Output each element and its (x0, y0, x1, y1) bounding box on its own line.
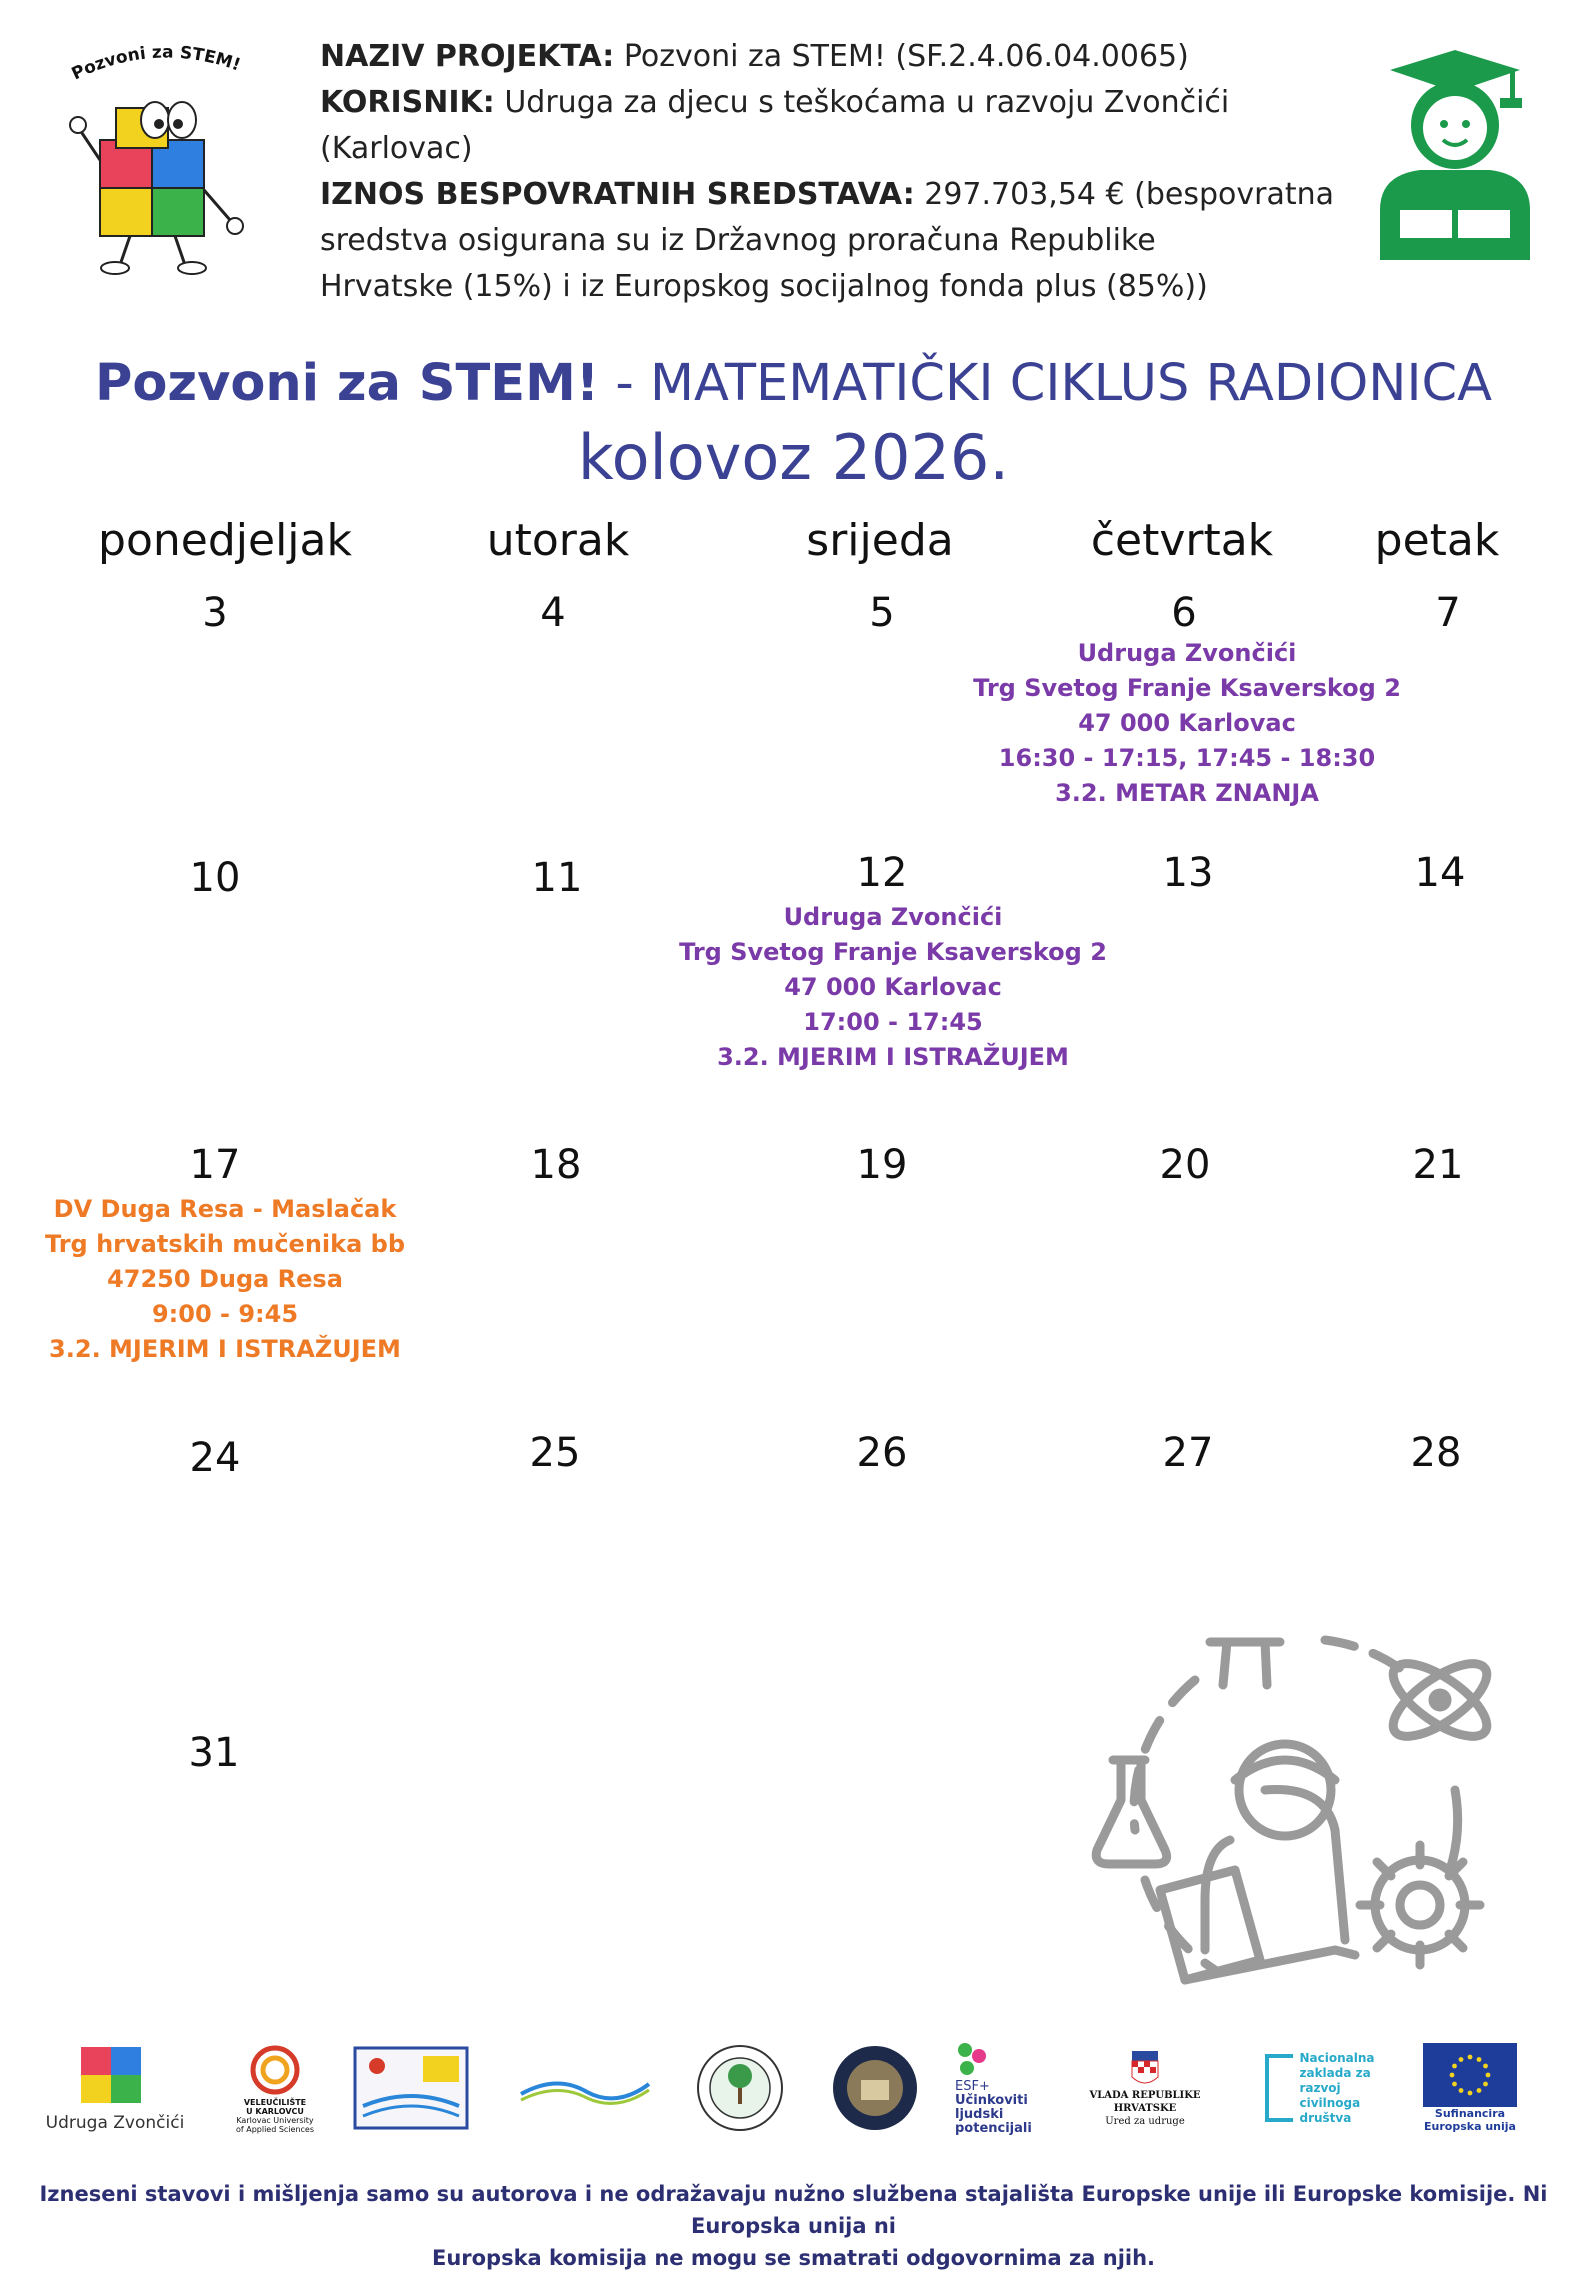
svg-text:Pozvoni za STEM!: Pozvoni za STEM! (68, 42, 243, 85)
veleuciliste-line4: of Applied Sciences (235, 2124, 315, 2134)
esf-line1: ESF+ (955, 2079, 990, 2094)
page-title (0, 352, 1587, 416)
vlada-line1: VLADA REPUBLIKE HRVATSKE (1089, 2089, 1201, 2114)
event-city: 47 000 Karlovac (1078, 709, 1296, 737)
esf-flower-icon (955, 2040, 989, 2080)
day-number: 14 (1414, 850, 1466, 896)
event-venue: Udruga Zvončići (1077, 639, 1297, 667)
vlada-logo (1065, 2038, 1225, 2138)
round-seal-icon (694, 2042, 786, 2134)
day-number: 25 (529, 1430, 581, 1476)
day-number: 17 (189, 1142, 241, 1188)
day-number: 21 (1412, 1142, 1464, 1188)
event-topic: 3.2. MJERIM I ISTRAŽUJEM (717, 1043, 1069, 1071)
eu-logo (1415, 2038, 1525, 2138)
zaklada-line2: zaklada za (1299, 2065, 1371, 2080)
day-name-thursday: četvrtak (1090, 515, 1274, 566)
day-number: 13 (1162, 850, 1214, 896)
event-venue: Udruga Zvončići (783, 903, 1003, 931)
amount-label: IZNOS BESPOVRATNIH SREDSTAVA: (320, 177, 915, 212)
project-name-value: Pozvoni za STEM! (SF.2.4.06.04.0065) (623, 39, 1189, 74)
esf-logo (955, 2038, 1035, 2138)
zaklada-line1: Nacionalna (1299, 2050, 1375, 2065)
esf-line2: Učinkoviti (955, 2093, 1028, 2108)
eu-disclaimer (0, 2178, 1587, 2274)
amount-value-line2: sredstva osigurana su iz Državnog proračuna Republike (320, 223, 1156, 258)
day-number: 11 (531, 855, 583, 901)
kindergarten-lavinija-logo (690, 2038, 790, 2138)
event-aug-12 (679, 900, 1107, 1075)
month-title: kolovoz 2026. (577, 421, 1010, 494)
day-number: 31 (188, 1730, 240, 1776)
event-address: Trg Svetog Franje Ksaverskog 2 (679, 938, 1107, 966)
amount-value-line3: Hrvatske (15%) i iz Europskog socijalnog fonda plus (85%)) (320, 269, 1208, 304)
zaklada-line4: civilnoga (1299, 2095, 1361, 2110)
day-number: 24 (189, 1435, 241, 1481)
event-topic: 3.2. MJERIM I ISTRAŽUJEM (49, 1335, 401, 1363)
day-name-tuesday: utorak (486, 515, 630, 566)
day-number: 26 (856, 1430, 908, 1476)
event-aug-6 (973, 636, 1401, 811)
day-number: 27 (1162, 1430, 1214, 1476)
user-value-continued: (Karlovac) (320, 131, 473, 166)
project-info (320, 34, 1340, 310)
zvoncici-logo (40, 2038, 190, 2138)
amount-row (320, 172, 1340, 218)
day-number: 19 (856, 1142, 908, 1188)
day-name-monday: ponedjeljak (98, 515, 352, 566)
event-venue: DV Duga Resa - Maslačak (53, 1195, 397, 1223)
day-name-wednesday: srijeda (806, 515, 954, 566)
eu-line2: Europska unija (1424, 2120, 1516, 2133)
bracket-icon (1265, 2054, 1293, 2122)
event-time: 17:00 - 17:45 (803, 1008, 983, 1036)
title-project-name: Pozvoni za STEM! (94, 354, 600, 413)
user-row (320, 80, 1340, 126)
veleuciliste-logo (225, 2038, 325, 2138)
stem-science-illustration (1085, 1620, 1505, 2020)
round-badge-icon (829, 2042, 921, 2134)
event-city: 47 000 Karlovac (784, 973, 1002, 1001)
eu-flag-icon (1423, 2043, 1517, 2107)
day-number: 12 (856, 850, 908, 896)
esf-line3: ljudski (955, 2107, 1004, 2122)
user-value: Udruga za djecu s teškoćama u razvoju Zvončići (504, 85, 1230, 120)
title-rest: - MATEMATIČKI CIKLUS RADIONICA (599, 354, 1492, 413)
nacionalna-zaklada-logo (1255, 2038, 1385, 2138)
day-number: 28 (1410, 1430, 1462, 1476)
slunj-school-logo (352, 2038, 470, 2138)
zaklada-line3: razvoj (1299, 2080, 1341, 2095)
day-number: 10 (189, 855, 241, 901)
day-number: 5 (869, 590, 895, 636)
day-number: 4 (540, 590, 566, 636)
project-name-row (320, 34, 1340, 80)
day-number: 3 (202, 590, 228, 636)
partner-wave-logo (515, 2038, 655, 2138)
event-address: Trg hrvatskih mučenika bb (44, 1230, 406, 1258)
pozvoni-za-stem-logo (60, 40, 270, 280)
student-reading-icon (1370, 50, 1540, 260)
esf-line4: potencijali (955, 2121, 1032, 2136)
school-logo-icon (353, 2046, 469, 2130)
veleuciliste-line2: U KARLOVCU (246, 2106, 304, 2116)
event-topic: 3.2. METAR ZNANJA (1055, 779, 1319, 807)
veleuciliste-emblem-icon (245, 2043, 305, 2098)
grad-school-logo (825, 2038, 925, 2138)
amount-value: 297.703,54 € (bespovratna (924, 177, 1335, 212)
day-name-friday: petak (1374, 515, 1500, 566)
project-name-label: NAZIV PROJEKTA: (320, 39, 615, 74)
event-address: Trg Svetog Franje Ksaverskog 2 (973, 674, 1401, 702)
day-number: 18 (530, 1142, 582, 1188)
disclaimer-line1: Izneseni stavovi i mišljenja samo su autorova i ne odražavaju nužno službena stajališta Europske unije ili Europske komisije. Ni Europska unija ni (39, 2182, 1548, 2238)
event-aug-17 (45, 1192, 405, 1367)
day-number: 7 (1435, 590, 1461, 636)
event-time: 9:00 - 9:45 (151, 1300, 299, 1328)
eu-line1: Sufinancira (1434, 2107, 1506, 2120)
disclaimer-line2: Europska komisija ne mogu se smatrati odgovornima za njih. (431, 2246, 1156, 2270)
event-city: 47250 Duga Resa (107, 1265, 343, 1293)
event-time: 16:30 - 17:15, 17:45 - 18:30 (998, 744, 1376, 772)
wave-logo-icon (517, 2068, 653, 2108)
vlada-line2: Ured za udruge (1105, 2115, 1185, 2127)
zaklada-line5: društva (1299, 2110, 1352, 2125)
day-number: 20 (1159, 1142, 1211, 1188)
day-number: 6 (1171, 590, 1197, 636)
zvoncici-logo-text: Udruga Zvončići (45, 2113, 185, 2133)
puzzle-logo-icon (75, 2043, 155, 2113)
user-label: KORISNIK: (320, 85, 495, 120)
veleuciliste-line3: Karlovac University (236, 2115, 314, 2125)
croatia-coat-of-arms-icon (1130, 2049, 1160, 2089)
veleuciliste-line1: VELEUČILIŠTE (243, 2097, 307, 2107)
